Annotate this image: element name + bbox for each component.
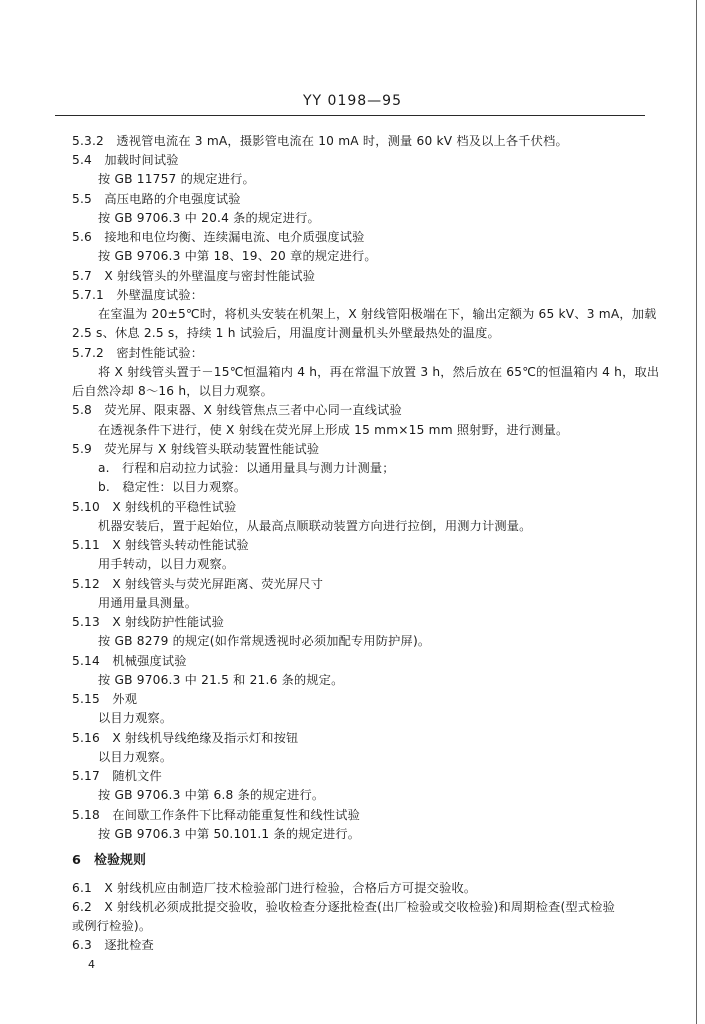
chapter-heading: 6 检验规则 (72, 853, 147, 868)
text-line: 2.5 s、休息 2.5 s，持续 1 h 试验后，用温度计测量机头外壁最热处的温度。 (72, 326, 500, 340)
text-line: 机器安装后，置于起始位，从最高点顺联动装置方向进行拉倒，用测力计测量。 (98, 519, 532, 533)
page-number: 4 (88, 958, 95, 971)
text-line: 后自然冷却 8～16 h，以目力观察。 (72, 384, 273, 398)
text-line: 按 GB 9706.3 中第 50.101.1 条的规定进行。 (98, 827, 361, 841)
section-heading: 5.18 在间歇工作条件下比释动能重复性和线性试验 (72, 808, 361, 822)
text-line: 用手转动，以目力观察。 (98, 557, 235, 571)
section-heading: 5.9 荧光屏与 X 射线管头联动装置性能试验 (72, 442, 320, 456)
text-line: 以目力观察。 (98, 711, 173, 725)
text-line: 按 GB 8279 的规定(如作常规透视时必须加配专用防护屏)。 (98, 634, 431, 648)
section-heading: 5.8 荧光屏、限束器、X 射线管焦点三者中心同一直线试验 (72, 403, 402, 417)
list-item: a. 行程和启动拉力试验：以通用量具与测力计测量； (98, 461, 395, 475)
section-heading: 5.10 X 射线机的平稳性试验 (72, 500, 237, 514)
section-heading: 5.16 X 射线机导线绝缘及指示灯和按钮 (72, 731, 299, 745)
section-heading: 5.4 加载时间试验 (72, 153, 179, 167)
section-heading: 5.5 高压电路的介电强度试验 (72, 192, 241, 206)
text-line: 以目力观察。 (98, 750, 173, 764)
section-heading: 5.12 X 射线管头与荧光屏距离、荧光屏尺寸 (72, 577, 324, 591)
section-heading: 5.13 X 射线防护性能试验 (72, 615, 225, 629)
text-line: 在透视条件下进行，使 X 射线在荧光屏上形成 15 mm×15 mm 照射野，进行测量。 (98, 423, 569, 437)
list-item: b. 稳定性：以目力观察。 (98, 480, 247, 494)
text-line: 5.3.2 透视管电流在 3 mA，摄影管电流在 10 mA 时，测量 60 kV 档及以上各千伏档。 (72, 134, 568, 148)
section-heading: 5.6 接地和电位均衡、连续漏电流、电介质强度试验 (72, 230, 365, 244)
text-line: 用通用量具测量。 (98, 596, 198, 610)
text-line: 在室温为 20±5℃时，将机头安装在机架上，X 射线管阳极端在下，输出定额为 65 kV、3 mA，加载 (98, 307, 657, 321)
section-heading: 5.15 外观 (72, 692, 138, 706)
text-line: 将 X 射线管头置于－15℃恒温箱内 4 h，再在常温下放置 3 h，然后放在 65℃的恒温箱内 4 h，取出 (98, 365, 660, 379)
section-heading: 5.7.1 外壁温度试验： (72, 288, 204, 302)
section-heading: 5.17 随机文件 (72, 769, 162, 783)
text-line: 6.2 X 射线机必须成批提交验收，验收检查分逐批检查(出厂检验或交收检验)和周期检查(型式检验 (72, 900, 615, 914)
text-line: 按 GB 11757 的规定进行。 (98, 172, 255, 186)
section-heading: 5.7 X 射线管头的外壁温度与密封性能试验 (72, 269, 316, 283)
section-heading: 5.7.2 密封性能试验： (72, 346, 204, 360)
text-line: 按 GB 9706.3 中 20.4 条的规定进行。 (98, 211, 320, 225)
text-line: 按 GB 9706.3 中 21.5 和 21.6 条的规定。 (98, 673, 344, 687)
header-rule (55, 115, 645, 116)
text-line: 6.1 X 射线机应由制造厂技术检验部门进行检验，合格后方可提交验收。 (72, 881, 477, 895)
section-heading: 5.11 X 射线管头转动性能试验 (72, 538, 249, 552)
text-line: 按 GB 9706.3 中第 6.8 条的规定进行。 (98, 788, 325, 802)
page-header: YY 0198—95 (303, 93, 402, 109)
scan-edge (696, 0, 697, 1024)
section-heading: 6.3 逐批检查 (72, 938, 154, 952)
text-line: 按 GB 9706.3 中第 18、19、20 章的规定进行。 (98, 249, 377, 263)
text-line: 或例行检验)。 (72, 919, 152, 933)
section-heading: 5.14 机械强度试验 (72, 654, 187, 668)
